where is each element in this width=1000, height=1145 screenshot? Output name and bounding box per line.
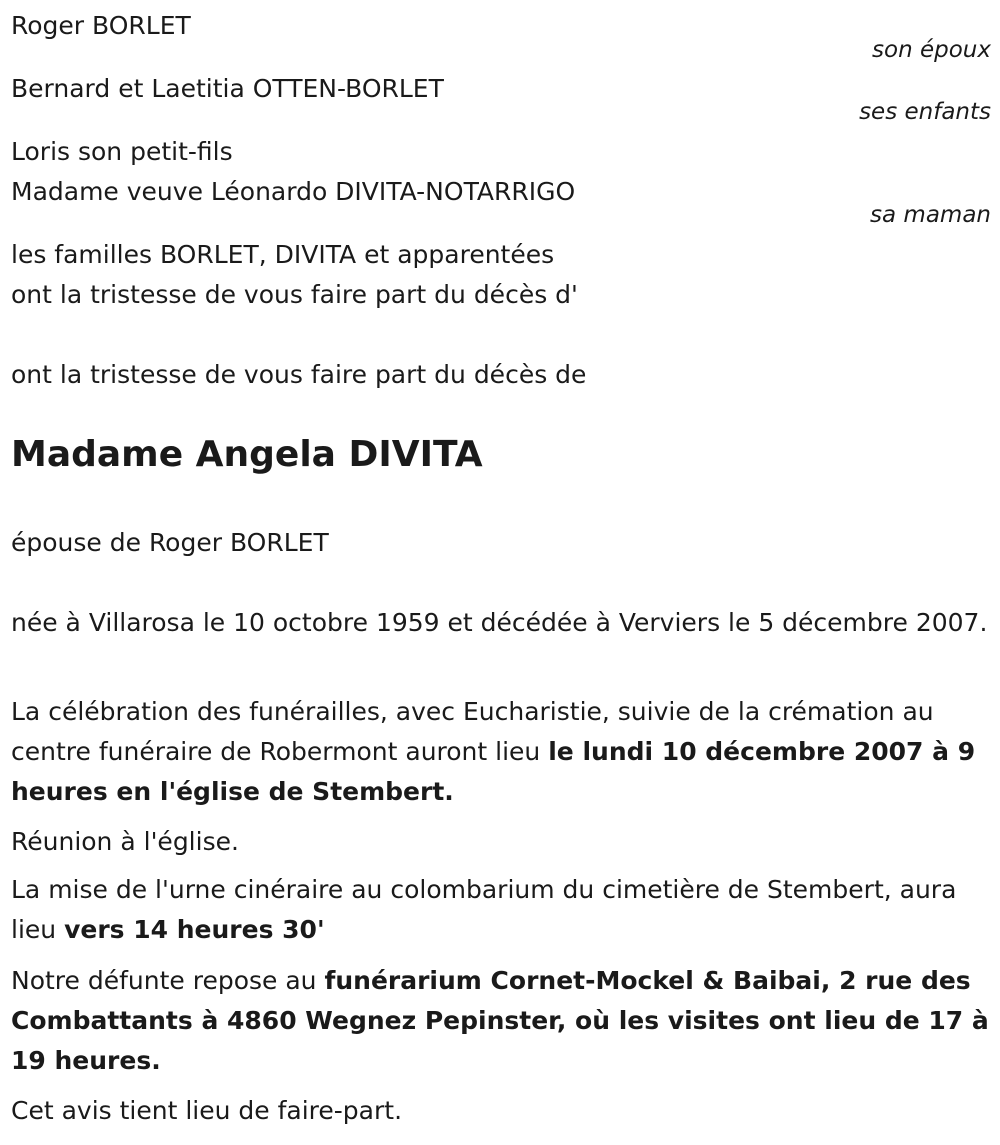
family-name-4: Madame veuve Léonardo DIVITA-NOTARRIGO xyxy=(11,177,576,206)
funeral-text: La célébration des funérailles, avec Eucharistie, suivie de la crémation au centre funéraire de Robermont auront lieu xyxy=(11,697,934,766)
funeral-details: le lundi 10 décembre 2007 à 9 heures en l'église de Stembert. xyxy=(11,737,976,806)
family-role-4: sa maman xyxy=(870,202,991,228)
family-name-1: Roger BORLET xyxy=(11,11,191,40)
rest-text: Notre défunte repose au xyxy=(11,966,325,995)
urn-time: vers 14 heures 30' xyxy=(64,915,325,944)
family-role-1: son époux xyxy=(872,37,991,63)
rest-paragraph xyxy=(11,961,991,1081)
deceased-name: Madame Angela DIVITA xyxy=(11,434,483,475)
funeral-paragraph xyxy=(11,692,991,812)
birth-death-paragraph: née à Villarosa le 10 octobre 1959 et décédée à Verviers le 5 décembre 2007. xyxy=(11,608,988,637)
closing-paragraph: Cet avis tient lieu de faire-part. xyxy=(11,1096,403,1125)
family-role-2: ses enfants xyxy=(859,99,991,125)
family-name-2: Bernard et Laetitia OTTEN-BORLET xyxy=(11,74,444,103)
urn-paragraph xyxy=(11,870,991,950)
family-name-3: Loris son petit-fils xyxy=(11,137,233,166)
spouse-line: épouse de Roger BORLET xyxy=(11,528,329,557)
announce-line-1: ont la tristesse de vous faire part du décès d' xyxy=(11,280,578,309)
rest-details: funérarium Cornet-Mockel & Baibai, 2 rue des Combattants à 4860 Wegnez Pepinster, où les visites ont lieu de 17 à 19 heures. xyxy=(11,966,989,1075)
family-name-5: les familles BORLET, DIVITA et apparentées xyxy=(11,240,555,269)
announce-line-2: ont la tristesse de vous faire part du décès de xyxy=(11,360,587,389)
meeting-paragraph: Réunion à l'église. xyxy=(11,827,239,856)
urn-text: La mise de l'urne cinéraire au colombarium du cimetière de Stembert, aura lieu xyxy=(11,875,957,944)
